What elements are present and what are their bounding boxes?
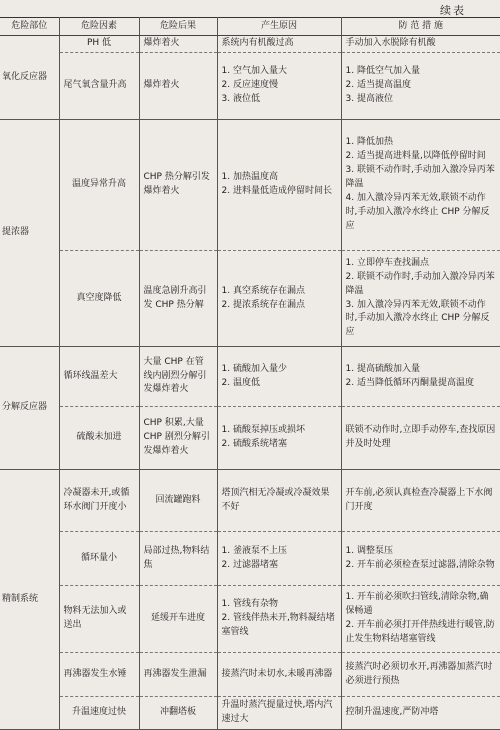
- prevention-measures: 控制升温速度,严防冲塔: [341, 697, 500, 730]
- prevention-measures: 接蒸汽时必须切水开,再沸器加蒸汽时必须进行预热: [341, 653, 500, 697]
- hazard-factor: 温度异常升高: [59, 120, 139, 251]
- hazard-cause: 1. 釜液泵不上压 2. 过滤器堵塞: [217, 532, 341, 586]
- hazard-factor: 硫酸未加进: [59, 407, 139, 470]
- hazard-cause: 接蒸汽时未切水,未暖再沸器: [217, 653, 341, 697]
- hazard-consequence: CHP 热分解引发爆炸着火: [139, 120, 217, 251]
- hazard-factor: 循环线温差大: [59, 347, 139, 407]
- hazard-cause: 1. 管线有杂物 2. 管线伴热未开,物料凝结堵塞管线: [217, 586, 341, 653]
- hazard-factor: 冷凝器未开,或循环水阀门开度小: [59, 470, 139, 532]
- table-row: [0, 251, 500, 347]
- table-row: [0, 697, 500, 730]
- hazard-cause: 系统内有机酸过高: [217, 36, 341, 53]
- hazard-cause: 1. 硫酸加入量少 2. 温度低: [217, 347, 341, 407]
- hazard-cause: 1. 硫酸泵掉压或损坏 2. 硫酸系统堵塞: [217, 407, 341, 470]
- hazard-factor: PH 低: [59, 36, 139, 53]
- prevention-measures: 1. 调整泵压 2. 开车前必须检查泵过滤器,清除杂物: [341, 532, 500, 586]
- continued-label: 续表: [440, 4, 466, 17]
- hazard-location: 提浓器: [0, 120, 59, 347]
- hazard-location: 精制系统: [0, 470, 59, 730]
- hazard-consequence: 局部过热,物料结焦: [139, 532, 217, 586]
- prevention-measures: 手动加入水脱除有机酸: [341, 36, 500, 53]
- hazard-factor: 物料无法加入或送出: [59, 586, 139, 653]
- hazard-cause: 1. 空气加入量大 2. 反应速度慢 3. 液位低: [217, 53, 341, 120]
- hazard-cause: 1. 加热温度高 2. 进料量低造成停留时间长: [217, 120, 341, 251]
- hazard-factor: 尾气氧含量升高: [59, 53, 139, 120]
- hazard-factor: 真空度降低: [59, 251, 139, 347]
- hazard-factor: 循环量小: [59, 532, 139, 586]
- hazard-consequence: CHP 积累,大量 CHP 剧烈分解引发爆炸着火: [139, 407, 217, 470]
- prevention-measures: 1. 降低空气加入量 2. 适当提高温度 3. 提高液位: [341, 53, 500, 120]
- hazard-cause: 升温时蒸汽提量过快,塔内汽速过大: [217, 697, 341, 730]
- hazard-consequence: 温度急剧升高引发 CHP 热分解: [139, 251, 217, 347]
- hazard-consequence: 冲翻塔板: [139, 697, 217, 730]
- hazard-consequence: 回流罐跑料: [139, 470, 217, 532]
- table-header-row: [0, 18, 500, 36]
- hazard-cause: 1. 真空系统存在漏点 2. 提浓系统存在漏点: [217, 251, 341, 347]
- table-row: [0, 407, 500, 470]
- prevention-measures: 联锁不动作时,立即手动停车,查找原因并及时处理: [341, 407, 500, 470]
- prevention-measures: 1. 降低加热 2. 适当提高进料量,以降低停留时间 3. 联锁不动作时,手动加入激冷异丙苯降温 4. 加入激冷异丙苯无效,联锁不动作时,手动加入激冷水终止 CHP 分解反应: [341, 120, 500, 251]
- table-row: [0, 53, 500, 120]
- hazard-location: 氧化反应器: [0, 36, 59, 120]
- table-row: [0, 586, 500, 653]
- hazard-table: [0, 17, 500, 730]
- hazard-consequence: 再沸器发生泄漏: [139, 653, 217, 697]
- header-cause: 产生原因: [217, 18, 341, 36]
- table-row: [0, 532, 500, 586]
- table-row: [0, 36, 500, 53]
- hazard-consequence: 爆炸着火: [139, 53, 217, 120]
- header-consequence: 危险后果: [139, 18, 217, 36]
- hazard-factor: 升温速度过快: [59, 697, 139, 730]
- prevention-measures: 1. 开车前必须吹扫管线,清除杂物,确保畅通 2. 开车前必须打开伴热线进行暖管,防止发生物料结堵塞管线: [341, 586, 500, 653]
- header-location: 危险部位: [0, 18, 59, 36]
- table-row: [0, 470, 500, 532]
- hazard-consequence: 爆炸着火: [139, 36, 217, 53]
- table-row: [0, 120, 500, 251]
- hazard-consequence: 大量 CHP 在管线内剧烈分解引发爆炸着火: [139, 347, 217, 407]
- table-row: [0, 347, 500, 407]
- prevention-measures: 1. 立即停车查找漏点 2. 联锁不动作时,手动加入激冷异丙苯降温 3. 加入激冷异丙苯无效,联锁不动作时,手动加入激冷水终止 CHP 分解反应: [341, 251, 500, 347]
- hazard-consequence: 延缓开车进度: [139, 586, 217, 653]
- prevention-measures: 开车前,必须认真检查冷凝器上下水阀门开度: [341, 470, 500, 532]
- hazard-cause: 塔顶汽相无冷凝或冷凝效果不好: [217, 470, 341, 532]
- header-measures: 防 范 措 施: [341, 18, 500, 36]
- table-body: [0, 36, 500, 730]
- hazard-factor: 再沸器发生水锤: [59, 653, 139, 697]
- hazard-location: 分解反应器: [0, 347, 59, 470]
- header-hazard-factor: 危险因素: [59, 18, 139, 36]
- table-row: [0, 653, 500, 697]
- prevention-measures: 1. 提高硫酸加入量 2. 适当降低循环丙酮量提高温度: [341, 347, 500, 407]
